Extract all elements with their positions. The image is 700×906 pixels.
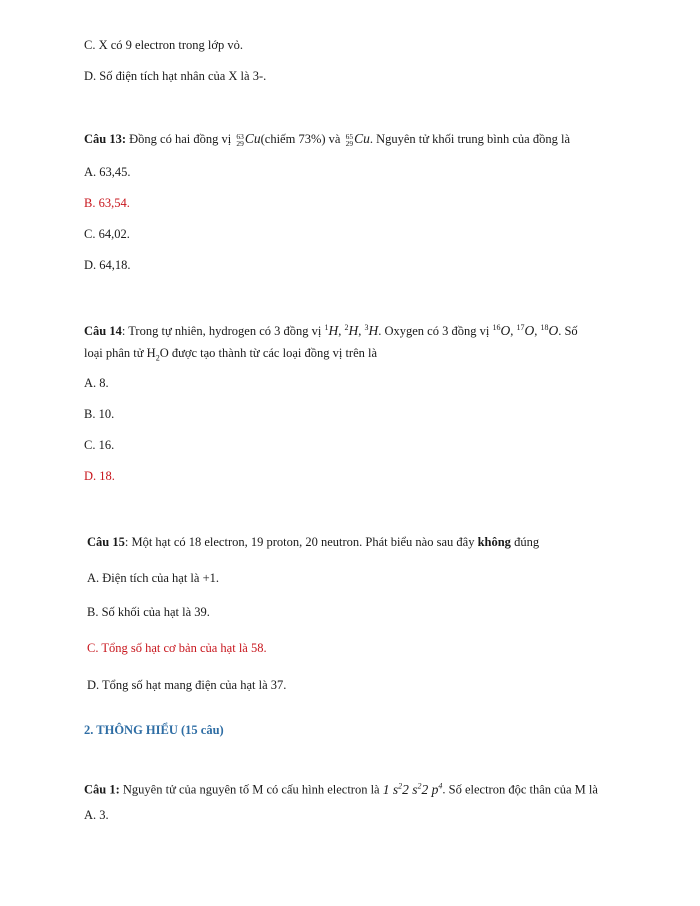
question-14: Câu 14: Trong tự nhiên, hydrogen có 3 đồng vị $^1$H, $^2$H, $^3$H. Oxygen có 3 đồng vị $^{16}$O, $^{17}$O, $^{18}$O. Số (84, 323, 578, 339)
s2q1-option-a: A. 3. (84, 808, 109, 822)
question-text: . Nguyên tử khối trung bình của đồng là (369, 132, 570, 146)
q14-option-a: A. 8. (84, 376, 109, 390)
q13-option-c: C. 64,02. (84, 227, 130, 241)
section2-question-1: Câu 1: Nguyên tử của nguyên tố M có cấu hình electron là 1 $s^22$ $s^22$ $p^4$. Số electron độc thân của M là (84, 781, 598, 797)
q15-option-b: B. Số khối của hạt là 39. (87, 605, 210, 619)
q15-option-d: D. Tổng số hạt mang điện của hạt là 37. (87, 678, 287, 692)
element-symbol: Cu (244, 131, 261, 146)
question-label: Câu 14 (84, 324, 122, 339)
question-14-line-2: loại phân tử $H_2O$ được tạo thành từ các loại đồng vị trên là (84, 346, 378, 363)
question-label: Câu 13: (84, 132, 127, 146)
q13-option-d: D. 64,18. (84, 258, 131, 272)
question-label: Câu 1: (84, 782, 120, 797)
q14-option-d-correct: D. 18. (84, 469, 115, 483)
q14-option-b: B. 10. (84, 407, 115, 421)
q15-option-c-correct: C. Tổng số hạt cơ bản của hạt là 58. (87, 641, 267, 655)
question-15: Câu 15: Một hạt có 18 electron, 19 proton, 20 neutron. Phát biểu nào sau đây không đúng (87, 535, 540, 549)
isotope-notation: 63 29 (236, 132, 244, 149)
question-13 (84, 131, 570, 147)
q13-option-b-correct: B. 63,54. (84, 196, 130, 210)
q14-option-c: C. 16. (84, 438, 115, 452)
question-label: Câu 15 (87, 535, 125, 549)
q12-option-d: D. Số điện tích hạt nhân của X là 3-. (84, 69, 267, 83)
section-heading: 2. THÔNG HIỂU (15 câu) (84, 723, 224, 737)
q12-option-c: C. X có 9 electron trong lớp vỏ. (84, 38, 244, 52)
q15-option-a: A. Điện tích của hạt là +1. (87, 571, 220, 585)
question-text: (chiếm 73%) và (260, 132, 344, 146)
q13-option-a: A. 63,45. (84, 165, 131, 179)
element-symbol: Cu (354, 131, 370, 146)
isotope-notation: 65 29 (345, 132, 354, 149)
question-text: Đồng có hai đồng vị (126, 132, 235, 146)
emphasis-text: không (477, 535, 511, 549)
electron-configuration: 1 $s^22$ $s^22$ $p^4$ (382, 781, 443, 797)
